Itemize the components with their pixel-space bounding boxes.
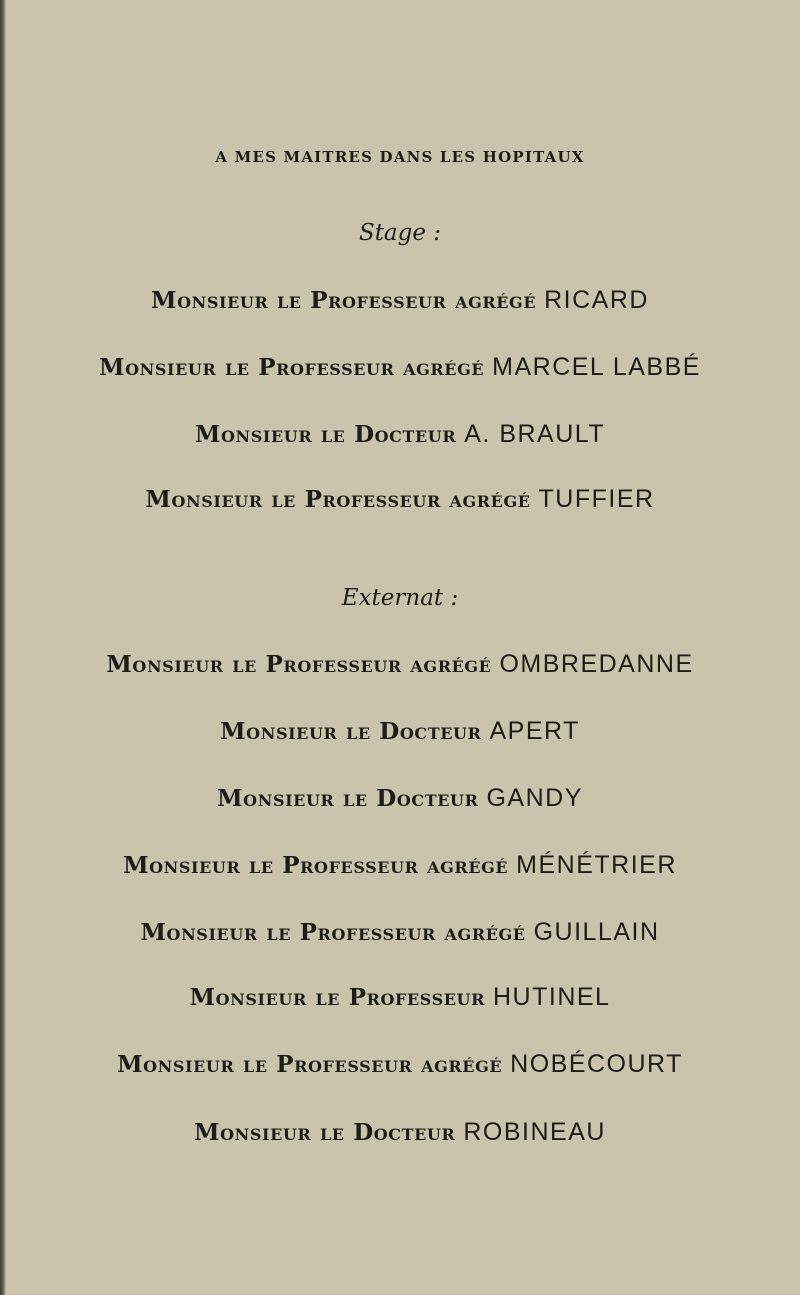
entry-title: Monsieur le Docteur	[194, 421, 457, 448]
entry-externat-2	[0, 719, 800, 744]
entry-stage-2	[0, 355, 800, 380]
entry-name: TUFFIER	[538, 485, 655, 513]
entry-externat-1	[0, 652, 800, 677]
entry-stage-3	[0, 422, 800, 447]
entry-name: MÉNÉTRIER	[516, 851, 677, 879]
entry-name: HUTINEL	[493, 983, 611, 1011]
entry-externat-4	[0, 853, 800, 878]
entry-externat-3	[0, 786, 800, 811]
entry-externat-6	[0, 985, 800, 1010]
entry-title: Monsieur le Professeur agrégé	[151, 287, 537, 314]
entry-title: Monsieur le Professeur agrégé	[123, 852, 509, 879]
entry-title: Monsieur le Professeur agrégé	[106, 651, 492, 678]
section-heading-externat: Externat :	[341, 585, 459, 611]
entry-name: GUILLAIN	[533, 918, 660, 946]
dedication-title: A MES MAITRES DANS LES HOPITAUX	[215, 148, 585, 166]
entry-title: Monsieur le Docteur	[217, 785, 479, 812]
section-heading-stage: Stage :	[358, 220, 442, 246]
entry-title: Monsieur le Professeur	[189, 984, 485, 1011]
entry-name: A. BRAULT	[464, 420, 606, 448]
entry-externat-5	[0, 920, 800, 945]
binding-edge	[0, 0, 6, 1295]
entry-name: GANDY	[486, 784, 583, 812]
entry-name: NOBÉCOURT	[510, 1050, 683, 1078]
entry-stage-4	[0, 487, 800, 512]
entry-title: Monsieur le Professeur agrégé	[99, 354, 485, 381]
entry-title: Monsieur le Professeur agrégé	[145, 486, 531, 513]
entry-name: APERT	[489, 717, 580, 745]
entry-title: Monsieur le Professeur agrégé	[140, 919, 526, 946]
entry-name: MARCEL LABBÉ	[492, 353, 701, 381]
entry-stage-1	[0, 288, 800, 313]
entry-name: ROBINEAU	[463, 1118, 606, 1146]
entry-title: Monsieur le Docteur	[220, 718, 482, 745]
entry-name: RICARD	[544, 286, 649, 314]
entry-title: Monsieur le Professeur agrégé	[117, 1051, 503, 1078]
entry-externat-8	[0, 1120, 800, 1145]
entry-externat-7	[0, 1052, 800, 1077]
entry-title: Monsieur le Docteur	[194, 1119, 456, 1146]
entry-name: OMBREDANNE	[499, 650, 694, 678]
